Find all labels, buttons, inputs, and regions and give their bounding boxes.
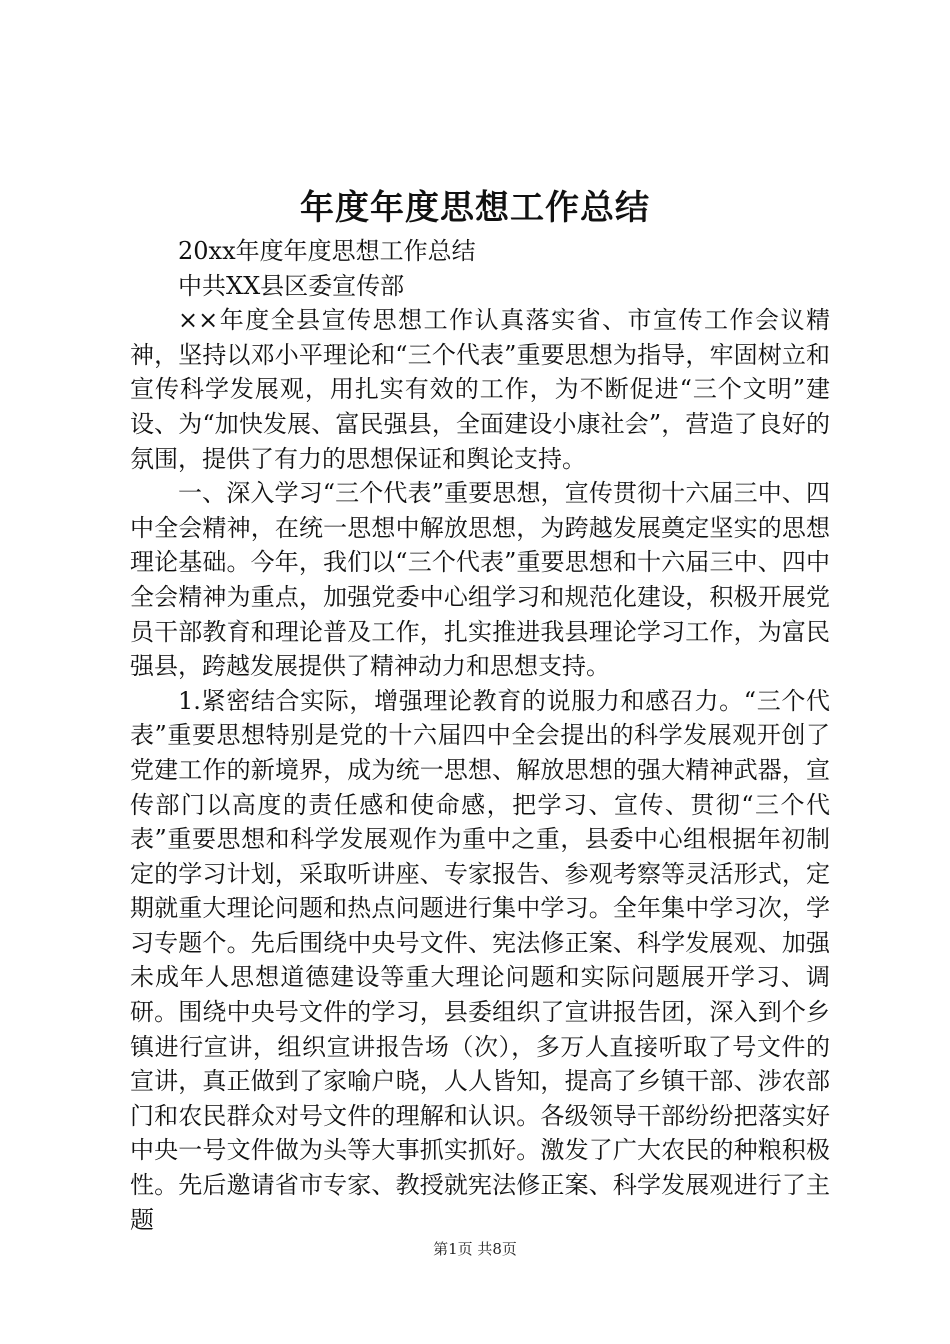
body-paragraph: ××年度全县宣传思想工作认真落实省、市宣传工作会议精神，坚持以邓小平理论和“三个代表”重要思想为指导，牢固树立和宣传科学发展观，用扎实有效的工作，为不断促进“三个文明”建设、为“加快发展、富民强县，全面建设小康社会”，营造了良好的氛围，提供了有力的思想保证和舆论支持。 <box>130 306 830 473</box>
subtitle-line: 20xx年度年度思想工作总结 <box>178 237 476 265</box>
body-paragraph: 一、深入学习“三个代表”重要思想，宣传贯彻十六届三中、四中全会精神，在统一思想中解放思想，为跨越发展奠定坚实的思想理论基础。今年，我们以“三个代表”重要思想和十六届三中、四中全会精神为重点，加强党委中心组学习和规范化建设，积极开展党员干部教育和理论普及工作，扎实推进我县理论学习工作，为富民强县，跨越发展提供了精神动力和思想支持。 <box>130 479 830 681</box>
document-title: 年度年度思想工作总结 <box>300 188 650 228</box>
page-number-footer: 第1页 共8页 <box>433 1240 517 1258</box>
author-line: 中共XX县区委宣传部 <box>178 271 405 300</box>
document-body <box>130 234 830 1237</box>
body-paragraph: 1.紧密结合实际，增强理论教育的说服力和感召力。“三个代表”重要思想特别是党的十六届四中全会提出的科学发展观开创了党建工作的新境界，成为统一思想、解放思想的强大精神武器，宣传部门以高度的责任感和使命感，把学习、宣传、贯彻“三个代表”重要思想和科学发展观作为重中之重，县委中心组根据年初制定的学习计划，采取听讲座、专家报告、参观考察等灵活形式，定期就重大理论问题和热点问题进行集中学习。全年集中学习次，学习专题个。先后围绕中央号文件、宪法修正案、科学发展观、加强未成年人思想道德建设等重大理论问题和实际问题展开学习、调研。围绕中央号文件的学习，县委组织了宣讲报告团，深入到个乡镇进行宣讲，组织宣讲报告场（次），多万人直接听取了号文件的宣讲，真正做到了家喻户晓，人人皆知，提高了乡镇干部、涉农部门和农民群众对号文件的理解和认识。各级领导干部纷纷把落实好中央一号文件做为头等大事抓实抓好。激发了广大农民的种粮积极性。先后邀请省市专家、教授就宪法修正案、科学发展观进行了主题 <box>130 686 830 1234</box>
